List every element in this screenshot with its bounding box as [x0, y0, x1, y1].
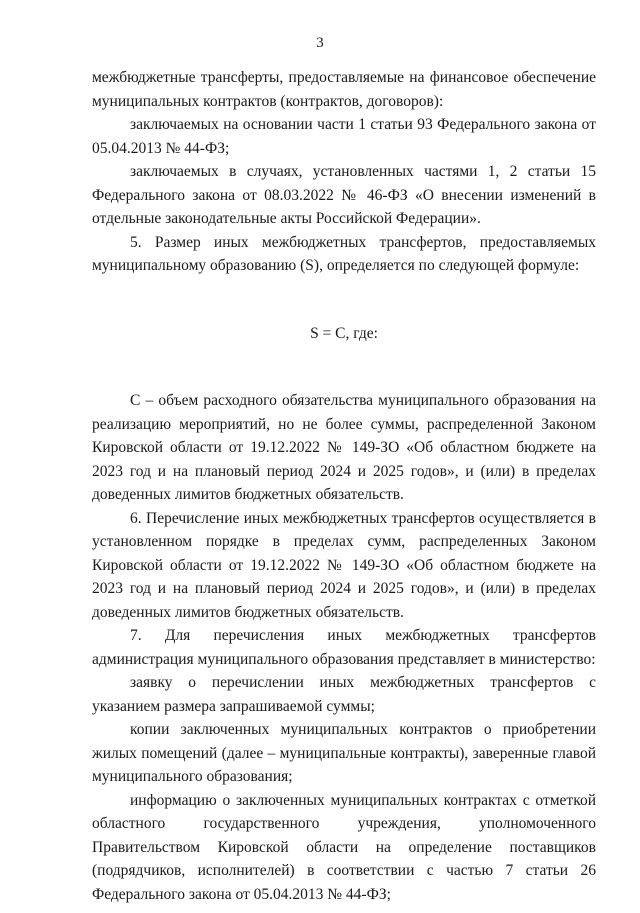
paragraph-item-5: 5. Размер иных межбюджетных трансфертов, предоставляемых муниципальному образованию (S), определяется по следующей формуле:	[92, 233, 596, 274]
paragraph-item-7: 7. Для перечисления иных межбюджетных трансфертов администрация муниципального образования представляет в министерство:	[92, 627, 596, 668]
formula: S = C, где:	[310, 324, 378, 342]
paragraph-contract-info: информацию о заключенных муниципальных контрактах с отметкой областного государственного учреждения, уполномоченного Правительством Кировской области на определение поставщиков (подрядчиков, исполнителей) в соответствии с частью 7 статьи 26 Федерального закона от 05.04.2013 № 44-ФЗ;	[92, 791, 596, 903]
page-number: 3	[316, 35, 324, 51]
paragraph-contract-copies: копии заключенных муниципальных контрактов о приобретении жилых помещений (далее – муниципальные контракты), заверенные главой муниципального образования;	[92, 721, 596, 785]
paragraph-part-93: заключаемых на основании части 1 статьи 93 Федерального закона от 05.04.2013 № 44-ФЗ;	[92, 116, 596, 157]
paragraph-transfers-intro: межбюджетные трансферты, предоставляемые на финансовое обеспечение муниципальных контрактов (контрактов, договоров):	[92, 69, 596, 110]
document-body	[92, 66, 596, 906]
paragraph-c-definition: C – объем расходного обязательства муниципального образования на реализацию мероприятий, но не более суммы, распределенной Законом Кировской области от 19.12.2022 № 149-ЗО «Об областном бюджете на 2023 год и на плановый период 2024 и 2025 годов», и (или) в пределах доведенных лимитов бюджетных обязательств.	[92, 392, 596, 503]
paragraph-law-46fz: заключаемых в случаях, установленных частями 1, 2 статьи 15 Федерального закона от 08.03.2022 № 46-ФЗ «О внесении изменений в отдельные законодательные акты Российской Федерации».	[92, 163, 596, 227]
paragraph-item-6: 6. Перечисление иных межбюджетных трансфертов осуществляется в установленном порядке в пределах сумм, распределенных Законом Кировской области от 19.12.2022 № 149-ЗО «Об областном бюджете на 2023 год и на плановый период 2024 и 2025 годов», и (или) в пределах доведенных лимитов бюджетных обязательств.	[92, 509, 596, 621]
paragraph-request: заявку о перечислении иных межбюджетных трансфертов с указанием размера запрашиваемой суммы;	[92, 674, 596, 715]
